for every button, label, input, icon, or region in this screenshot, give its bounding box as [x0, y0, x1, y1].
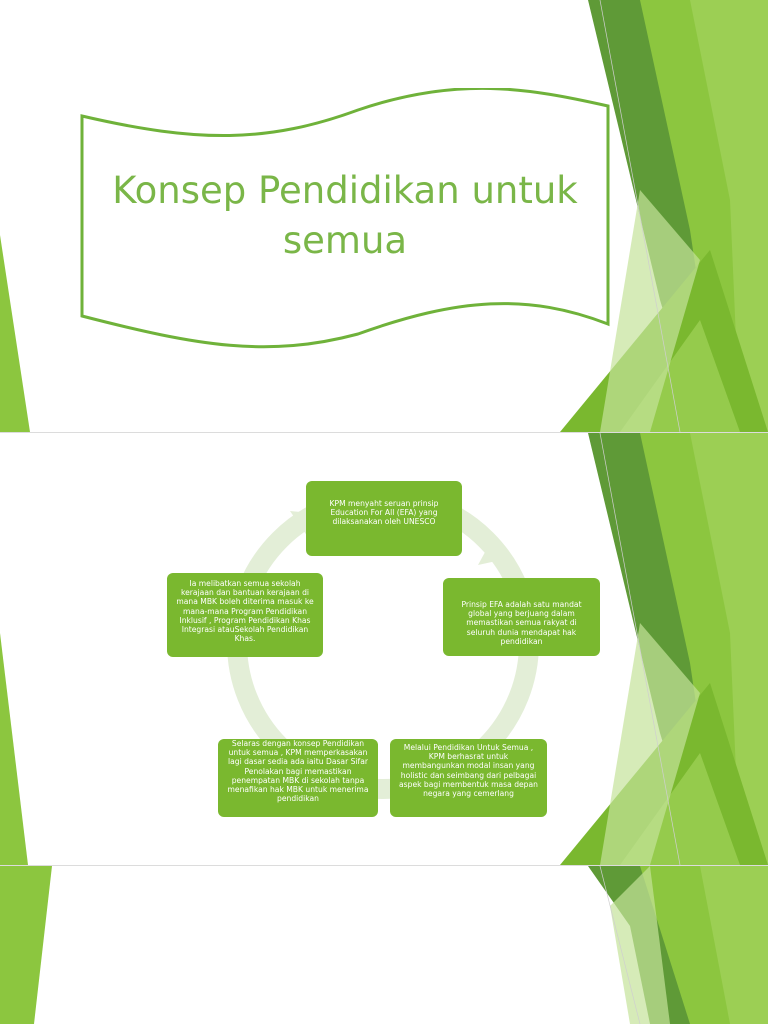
cycle-box-4-text: Selaras dengan konsep Pendidikan untuk semua , KPM memperkasakan lagi dasar sedia ada iaitu Dasar Sifar Penolakan bagi memastikan penempatan MBK di sekolah tanpa menafikan hak MBK untuk menerima pendidikan	[227, 739, 369, 804]
page-title	[78, 166, 612, 266]
title-banner	[78, 88, 612, 350]
cycle-box-1-text: KPM menyaht seruan prinsip Education For All (EFA) yang dilaksanakan oleh UNESCO	[329, 499, 439, 527]
cycle-box-2-text: Prinsip EFA adalah satu mandat global yang berjuang dalam memastikan semua rakyat di seluruh dunia mendapat hak pendidikan	[461, 600, 582, 646]
cycle-box-1	[306, 481, 462, 556]
cycle-box-3	[390, 739, 547, 817]
cycle-box-5	[167, 573, 323, 657]
cycle-box-5-text: Ia melibatkan semua sekolah kerajaan dan bantuan kerajaan di mana MBK boleh diterima masuk ke mana-mana Program Pendidikan Inklusif , Program Pendidikan Khas Integrasi atauSekolah Pendidikan Khas.	[176, 579, 314, 644]
slide-2	[0, 433, 768, 865]
cycle-box-3-text: Melalui Pendidikan Untuk Semua , KPM berhasrat untuk membangunkan modal insan yang holistic dan seimbang dari pelbagai aspek bagi membentuk masa depan negara yang cemerlang	[399, 743, 538, 799]
cycle-box-2	[443, 578, 600, 656]
cycle-box-4	[218, 739, 378, 817]
slide-3-decoration	[0, 866, 768, 1024]
title-line-1: Konsep Pendidikan untuk	[112, 169, 578, 212]
slide-1	[0, 0, 768, 432]
slide-3	[0, 866, 768, 1024]
title-line-2: semua	[282, 219, 408, 262]
